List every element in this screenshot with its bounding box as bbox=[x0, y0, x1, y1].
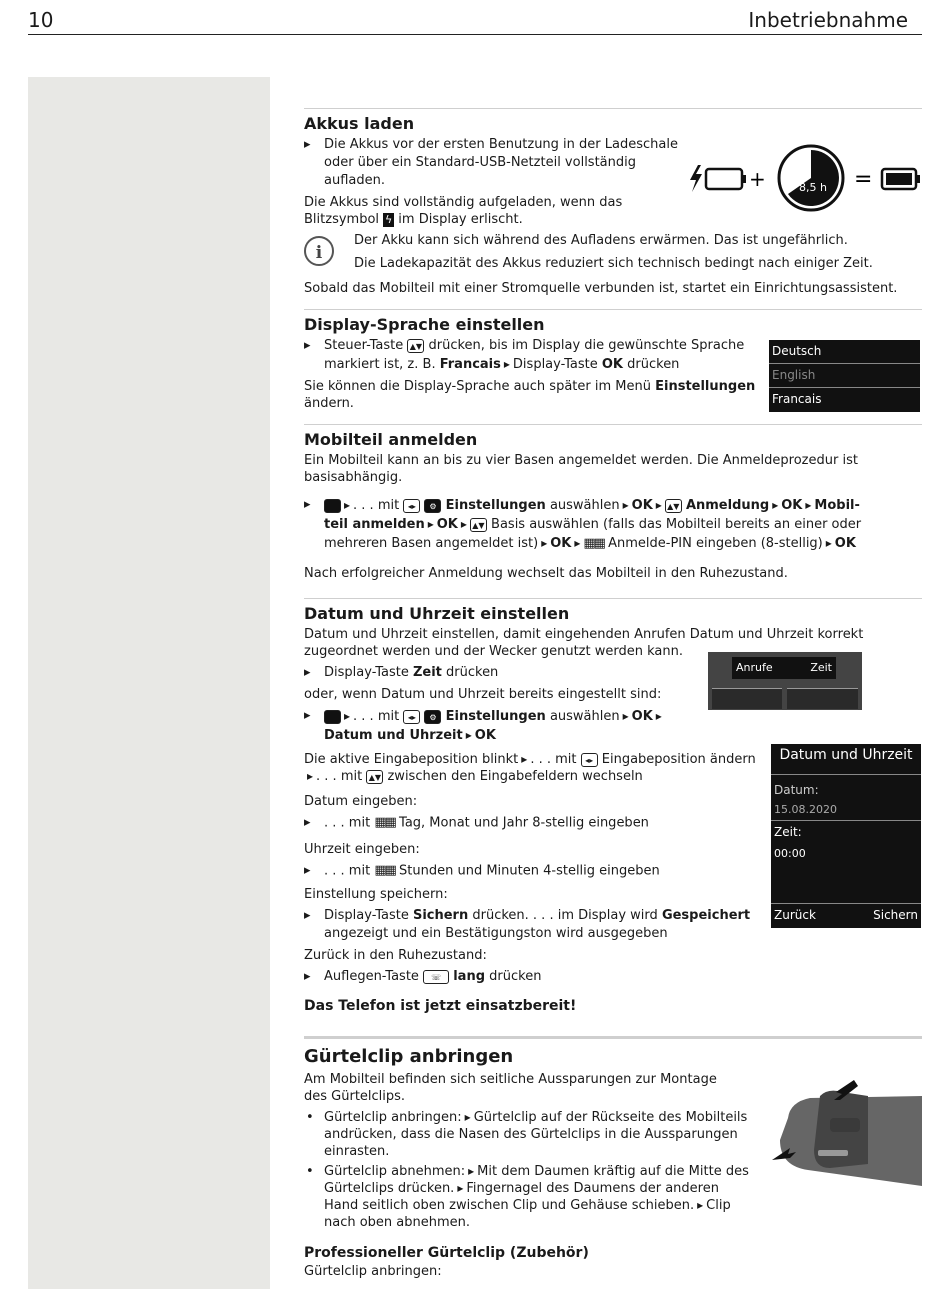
speichern-label: Einstellung speichern: bbox=[304, 887, 448, 902]
anmelden-intro: Ein Mobilteil kann an bis zu vier Basen angemeldet werden. Die Anmeldeprozedur ist basisabhängig. bbox=[304, 453, 858, 485]
softkey-left-label: Anrufe bbox=[736, 661, 773, 674]
svg-text:+: + bbox=[749, 167, 766, 191]
page-header bbox=[28, 6, 922, 35]
info-icon: i bbox=[304, 236, 334, 266]
nav-key-icon: ▲▼ bbox=[366, 770, 383, 784]
softkey-right-label: Zeit bbox=[810, 661, 832, 674]
page-number: 10 bbox=[28, 8, 54, 32]
gear-icon: ⚙ bbox=[424, 710, 441, 724]
instruction-step: ▸ ▸ . . . mit ◂▸ ⚙ Einstellungen auswählen ▸ OK ▸ ▲▼ Anmeldung ▸ OK ▸ Mobil-teil anmelden ▸ OK ▸ ▲▼ Basis auswählen (falls das Mobilteil bereits an einer oder mehreren Basen angemeldet ist) ▸ OK ▸ ▦▦ Anmelde-PIN eingeben (8-stellig) ▸ OK bbox=[304, 496, 864, 553]
pro-clip-text: Gürtelclip anbringen: bbox=[304, 1264, 442, 1279]
keypad-icon: ▦▦ bbox=[374, 862, 395, 878]
section-title-datum: Datum und Uhrzeit einstellen bbox=[304, 604, 570, 623]
list-item: • Gürtelclip anbringen: ▸ Gürtelclip auf der Rückseite des Mobilteils andrücken, dass die Nasen des Gürtelclips in die Aussparungen einrasten. bbox=[304, 1109, 754, 1160]
keypad-icon: ▦▦ bbox=[583, 535, 604, 551]
blink-text: Die aktive Eingabeposition blinkt ▸ . . . mit ◂▸ Eingabeposition ändern▸ . . . mit ▲▼ zwischen den Eingabefeldern wechseln bbox=[304, 752, 756, 784]
ruhe-label: Zurück in den Ruhezustand: bbox=[304, 948, 487, 963]
info-text: Die Ladekapazität des Akkus reduziert sich technisch bedingt nach einiger Zeit. bbox=[354, 256, 873, 271]
date-value: 15.08.2020 bbox=[771, 799, 921, 821]
ready-text: Das Telefon ist jetzt einsatzbereit! bbox=[304, 998, 577, 1014]
main-content bbox=[304, 108, 922, 1284]
instruction-step: ▸ . . . mit ▦▦ Stunden und Minuten 4-stellig eingeben bbox=[304, 862, 922, 881]
setup-assistant-text: Sobald das Mobilteil mit einer Stromquelle verbunden ist, startet ein Einrichtungsassistent. bbox=[304, 281, 898, 296]
section-title-akkus: Akkus laden bbox=[304, 114, 415, 133]
softkey-back: Zurück bbox=[774, 908, 816, 922]
instruction-step: ▸ Die Akkus vor der ersten Benutzung in der Ladeschale oder über ein Standard-USB-Netzteil vollständig aufladen. bbox=[304, 136, 684, 190]
datum-intro: Datum und Uhrzeit einstellen, damit eingehenden Anrufen Datum und Uhrzeit korrekt zugeordnet werden und der Wecker genutzt werden kann. bbox=[304, 627, 864, 659]
nav-key-icon: ◂▸ bbox=[581, 753, 598, 767]
nav-key-icon: ▲▼ bbox=[407, 339, 424, 353]
zeit-label: Uhrzeit eingeben: bbox=[304, 841, 420, 857]
date-label: Datum: bbox=[774, 783, 819, 797]
info-text: Der Akku kann sich während des Aufladens erwärmen. Das ist ungefährlich. bbox=[354, 233, 848, 248]
lightning-icon: ϟ bbox=[385, 213, 393, 226]
menu-key-icon bbox=[324, 499, 341, 513]
nav-key-icon: ▲▼ bbox=[665, 499, 682, 513]
menu-key-icon bbox=[324, 710, 341, 724]
instruction-step: ▸ Display-Taste Sichern drücken. . . . im Display wird Gespeichert angezeigt und ein Bestätigungston wird ausgegeben bbox=[304, 907, 764, 943]
section-title-sprache: Display-Sprache einstellen bbox=[304, 315, 545, 334]
nav-key-icon: ◂▸ bbox=[403, 710, 420, 724]
language-item: Deutsch bbox=[769, 340, 920, 364]
screen-title: Datum und Uhrzeit bbox=[771, 744, 921, 775]
language-text: Sie können die Display-Sprache auch später im Menü Einstellungen ändern. bbox=[304, 379, 756, 411]
instruction-step: ▸ Display-Taste Zeit drücken bbox=[304, 664, 922, 682]
pro-clip-title: Professioneller Gürtelclip (Zubehör) bbox=[304, 1245, 589, 1261]
info-note bbox=[304, 232, 922, 272]
time-value: 00:00 bbox=[774, 847, 806, 860]
instruction-step: ▸ ▸ . . . mit ◂▸ ⚙ Einstellungen auswählen ▸ OK ▸ Datum und Uhrzeit ▸ OK bbox=[304, 707, 694, 745]
sidebar-panel bbox=[28, 77, 270, 1289]
chapter-title: Inbetriebnahme bbox=[748, 8, 908, 32]
nav-key-icon: ◂▸ bbox=[403, 499, 420, 513]
datum-or-text: oder, wenn Datum und Uhrzeit bereits eingestellt sind: bbox=[304, 687, 662, 702]
section-title-anmelden: Mobilteil anmelden bbox=[304, 430, 478, 449]
svg-text:=: = bbox=[854, 167, 873, 192]
instruction-step: ▸ Steuer-Taste ▲▼ drücken, bis im Display die gewünschte Sprache markiert ist, z. B. Francais ▸ Display-Taste OK drücken bbox=[304, 337, 764, 374]
charge-text: Die Akkus sind vollständig aufgeladen, wenn das Blitzsymbol ϟ im Display erlischt. bbox=[304, 195, 623, 227]
clip-intro: Am Mobilteil befinden sich seitliche Aussparungen zur Montage des Gürtelclips. bbox=[304, 1072, 717, 1104]
language-item: English bbox=[769, 364, 920, 388]
language-item: Francais bbox=[772, 392, 822, 406]
list-item: • Gürtelclip abnehmen: ▸ Mit dem Daumen kräftig auf die Mitte des Gürtelclips drücken. ▸ Fingernagel des Daumens der anderen Hand seitlich oben zwischen Clip und Gehäuse schieben. ▸ Clip nach oben abnehmen. bbox=[304, 1163, 754, 1231]
nav-key-icon: ▲▼ bbox=[470, 518, 487, 532]
instruction-step: ▸ . . . mit ▦▦ Tag, Monat und Jahr 8-stellig eingeben bbox=[304, 814, 922, 833]
softkey-save: Sichern bbox=[873, 908, 918, 922]
datum-label: Datum eingeben: bbox=[304, 794, 418, 809]
end-call-key-icon: ☏ bbox=[423, 970, 449, 984]
instruction-step: ▸ Auflegen-Taste ☏ lang drücken bbox=[304, 968, 922, 986]
anmelden-result: Nach erfolgreicher Anmeldung wechselt das Mobilteil in den Ruhezustand. bbox=[304, 566, 788, 581]
gear-icon: ⚙ bbox=[424, 499, 441, 513]
section-title-clip: Gürtelclip anbringen bbox=[304, 1046, 514, 1067]
charge-time: 8,5 h bbox=[799, 181, 827, 194]
time-label: Zeit: bbox=[774, 825, 802, 839]
keypad-icon: ▦▦ bbox=[374, 815, 395, 830]
